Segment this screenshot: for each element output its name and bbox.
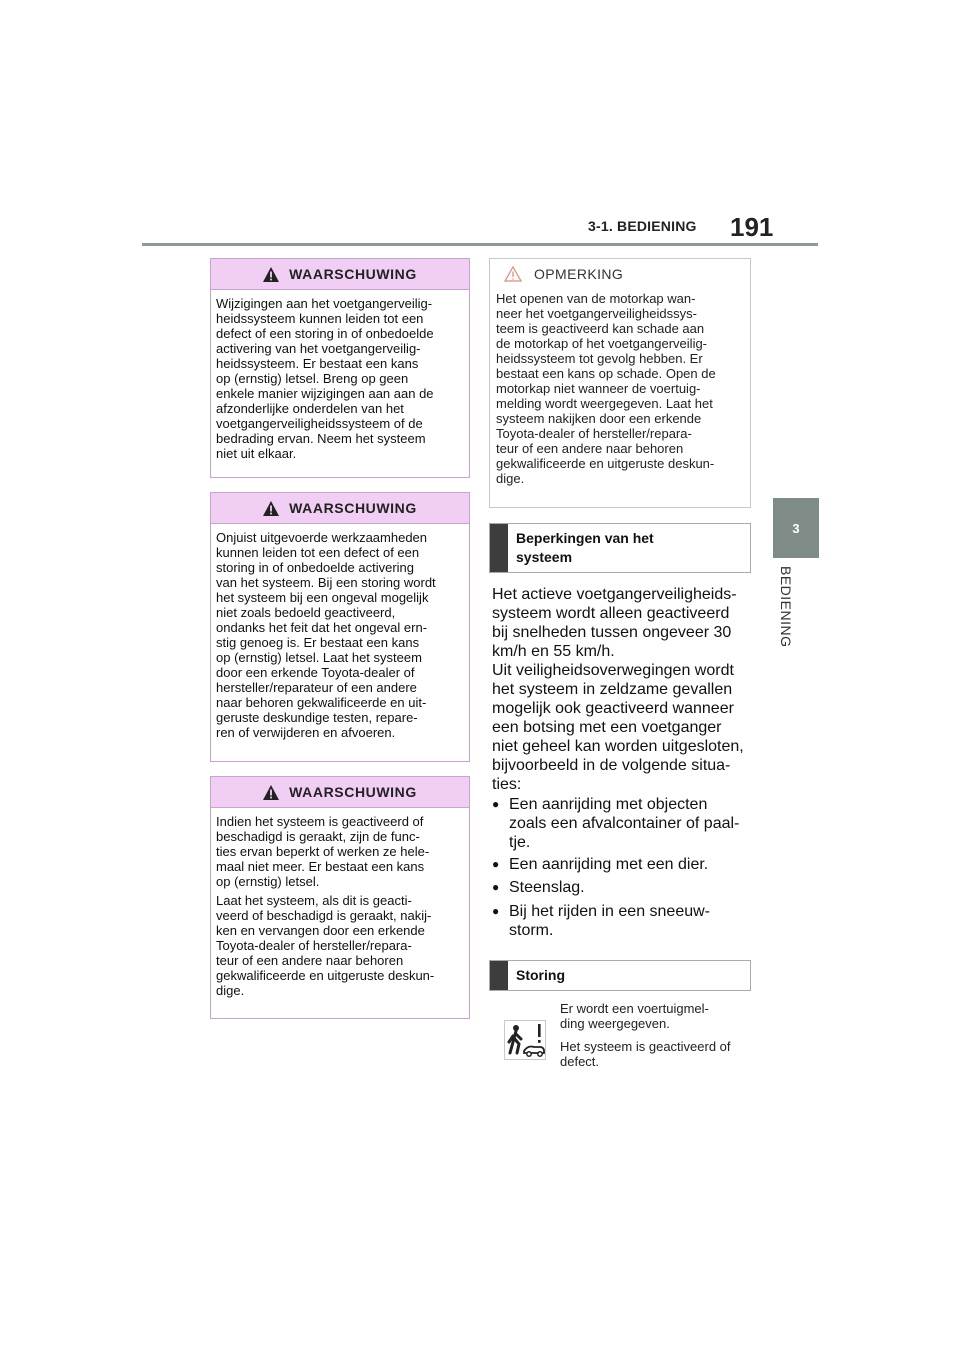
warning-box-1 [210, 258, 470, 478]
note-title: OPMERKING [534, 266, 624, 282]
warning-text: Onjuist uitgevoerde werkzaamheden kunnen leiden tot een defect of een storing in of onbedoelde activering van het systeem. Bij een storing wordt het systeem bij een ongeval mogelijk niet zoals bedoeld geactiveerd, ondanks het feit dat het ongeval ern- stig genoeg is. Er bestaat een kans op (ernstig) letsel. Laat het systeem door een erkende Toyota-dealer of hersteller/reparateur of een andere naar behoren gekwalificeerde en uit- geruste deskundige testen, repare- ren of verwijderen en afvoeren. [216, 530, 436, 740]
heading-text: Storing [516, 967, 565, 983]
section-heading-storing [489, 960, 751, 991]
list-item: ● Een aanrijding met een dier. [492, 856, 709, 873]
chapter-tab-number: 3 [773, 498, 819, 558]
bullet-icon: ● [492, 797, 500, 811]
warning-text: Wijzigingen aan het voetgangerveilig- heidssysteem kunnen leiden tot een defect of een storing in of onbedoelde activering van het voetgangerveilig- heidssysteem. Er bestaat een kans op (ernstig) letsel. Breng op geen enkele manier wijzigingen aan aan de afzonderlijke onderdelen van het voetgangerveiligheidssysteem of de bedrading ervan. Neem het systeem niet uit elkaar. [216, 296, 434, 461]
warning-text: Laat het systeem, als dit is geacti- veerd of beschadigd is geraakt, nakij- ken en vervangen door een erkende Toyota-dealer of hersteller/repara- teur of een andere naar behoren gekwalificeerde en uitgeruste deskun- dige. [216, 893, 435, 998]
heading-text: Beperkingen van het systeem [516, 530, 654, 565]
list-item: ● Steenslag. [492, 879, 585, 896]
note-header [490, 259, 750, 289]
warning-header [211, 493, 469, 524]
note-text: Het openen van de motorkap wan- neer het voetgangerveiligheidssys- teem is geactiveerd kan schade aan de motorkap of het voetgangerveilig- heidssysteem tot gevolg hebben. Er bestaat een kans op schade. Open de motorkap niet wanneer de voertuig- melding wordt weergegeven. Laat het systeem nakijken door een erkende Toyota-dealer of hersteller/repara- teur of een andere naar behoren gekwalificeerde en uitgeruste deskun- dige. [496, 291, 716, 486]
bullet-icon: ● [492, 880, 500, 894]
warning-box-2 [210, 492, 470, 762]
warning-title: WAARSCHUWING [289, 500, 417, 516]
warning-title: WAARSCHUWING [289, 784, 417, 800]
warning-triangle-icon [263, 501, 279, 516]
heading-bar [490, 524, 508, 572]
warning-header [211, 259, 469, 290]
header-rule [142, 243, 818, 246]
section-heading-limits [489, 523, 751, 573]
heading-bar [490, 961, 508, 990]
warning-triangle-icon [263, 785, 279, 800]
bullet-icon: ● [492, 857, 500, 871]
warning-header [211, 777, 469, 808]
chapter-tab-label: BEDIENING [778, 566, 794, 648]
section-title: 3-1. BEDIENING [588, 218, 697, 234]
warning-box-3 [210, 776, 470, 1019]
storing-message-1: Er wordt een voertuigmel- ding weergegeven. [560, 1001, 709, 1031]
page-number: 191 [730, 212, 774, 242]
limits-paragraph-1: Het actieve voetgangerveiligheids- systeem wordt alleen geactiveerd bij snelheden tussen ongeveer 30 km/h en 55 km/h. [492, 586, 737, 660]
caution-outline-icon [504, 266, 522, 282]
warning-text: Indien het systeem is geactiveerd of beschadigd is geraakt, zijn de func- ties ervan beperkt of werken ze hele- maal niet meer. Er bestaat een kans op (ernstig) letsel. [216, 814, 430, 889]
bullet-icon: ● [492, 904, 500, 918]
pedestrian-warning-icon [504, 1020, 546, 1060]
warning-title: WAARSCHUWING [289, 266, 417, 282]
note-box [489, 258, 751, 508]
list-item: ● Bij het rijden in een sneeuw- storm. [492, 903, 711, 939]
list-item: ● Een aanrijding met objecten zoals een afvalcontainer of paal- tje. [492, 796, 740, 851]
storing-message-2: Het systeem is geactiveerd of defect. [560, 1039, 731, 1069]
warning-triangle-icon [263, 267, 279, 282]
limits-paragraph-2: Uit veiligheidsoverwegingen wordt het systeem in zeldzame gevallen mogelijk ook geactiveerd wanneer een botsing met een voetganger niet geheel kan worden uitgesloten, bijvoorbeeld in de volgende situa- ties: [492, 662, 744, 793]
